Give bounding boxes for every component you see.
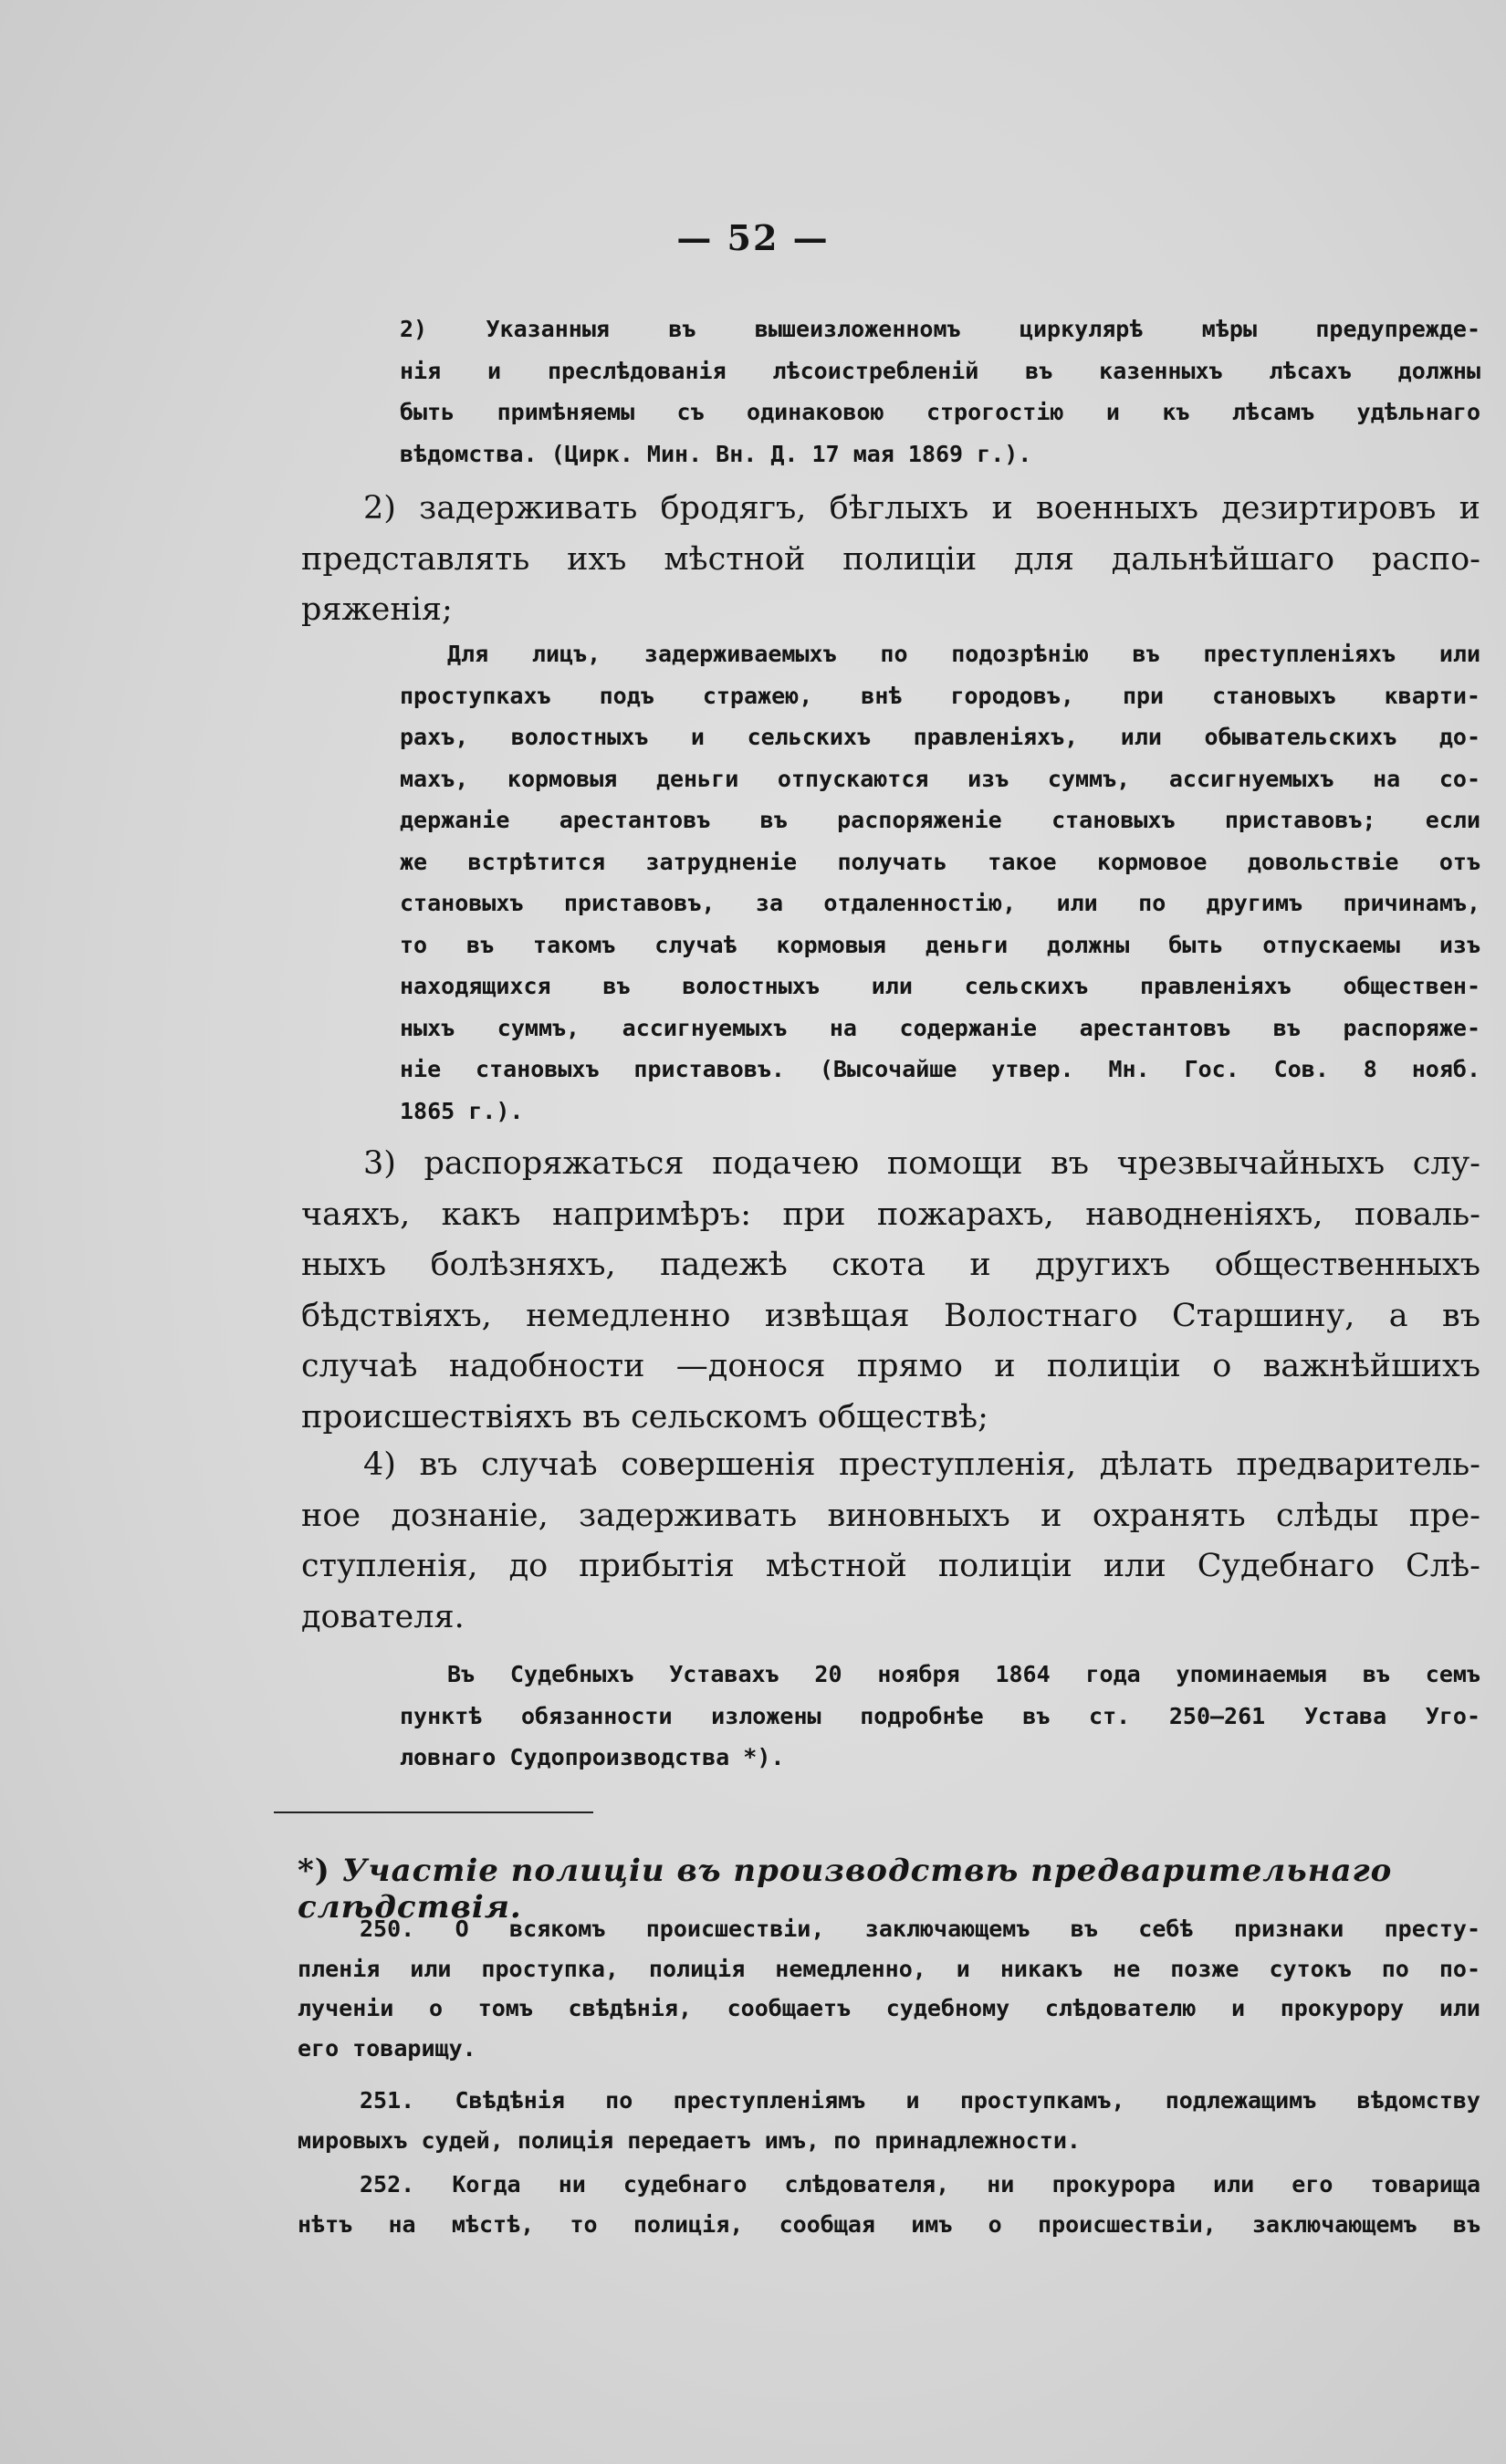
text-line: ніе становыхъ приставовъ. (Высочайше утвер. Мн. Гос. Сов. 8 нояб.	[400, 1056, 1480, 1082]
paragraph-4	[301, 1440, 1480, 1643]
text-line: 1865 г.).	[400, 1097, 524, 1124]
text-line: махъ, кормовыя деньги отпускаются изъ суммъ, ассигнуемыхъ на со-	[400, 765, 1480, 792]
text-line: происшествіяхъ въ сельскомъ обществѣ;	[301, 1398, 988, 1436]
text-line: быть примѣняемы съ одинаковою строгостію и къ лѣсамъ удѣльнаго	[400, 399, 1480, 425]
note-block-circular	[400, 308, 1480, 475]
footnote-title: Участіе полиціи въ производствѣ предварительнаго слѣдствія.	[298, 1853, 1393, 1926]
text-line: случаѣ надобности —доноcя прямо и полиціи о важнѣйшихъ	[301, 1348, 1480, 1384]
text-line: ловнаго Судопроизводства *).	[400, 1744, 785, 1770]
note-block-detainees	[400, 633, 1480, 1132]
text-line: же встрѣтится затрудненіе получать такое кормовое довольствіе отъ	[400, 848, 1480, 875]
page-number: — 52 —	[676, 217, 830, 258]
text-line: пленія или проступка, полиція немедленно, и никакъ не позже сутокъ по по-	[298, 1955, 1480, 1982]
text-line: ное дознаніе, задерживать виновныхъ и охранять слѣды пре-	[301, 1497, 1480, 1534]
paragraph-3	[301, 1139, 1480, 1443]
text-line: ступленія, до прибытія мѣстной полиціи или Судебнаго Слѣ-	[301, 1548, 1480, 1584]
text-line: пунктѣ обязанности изложены подробнѣе въ ст. 250—261 Устава Уго-	[400, 1702, 1480, 1729]
footnote-divider	[274, 1811, 593, 1813]
text-line: 252. Когда ни судебнаго слѣдователя, ни прокурора или его товарища	[360, 2171, 1480, 2198]
text-line: Въ Судебныхъ Уставахъ 20 ноября 1864 года упоминаемыя въ семъ	[447, 1661, 1480, 1687]
note-block-judicial-statutes	[400, 1654, 1480, 1779]
text-line: Для лицъ, задерживаемыхъ по подозрѣнію въ преступленіяхъ или	[447, 641, 1480, 667]
text-line: его товарищу.	[298, 2034, 476, 2062]
text-line: бѣдствіяхъ, немедленно извѣщая Волостнаго Старшину, а въ	[301, 1297, 1480, 1334]
text-line: вѣдомства. (Цирк. Мин. Вн. Д. 17 мая 1869 г.).	[400, 440, 1032, 467]
text-line: 2) задерживать бродягъ, бѣглыхъ и военныхъ дезиртировъ и	[363, 490, 1480, 527]
text-line: рахъ, волостныхъ и сельскихъ правленіяхъ, или обывательскихъ до-	[400, 724, 1480, 750]
footnote-article-252	[298, 2165, 1480, 2244]
text-line: нія и преслѣдованія лѣсоистребленій въ казенныхъ лѣсахъ должны	[400, 357, 1480, 384]
text-line: чаяхъ, какъ напримѣръ: при пожарахъ, наводненіяхъ, поваль-	[301, 1195, 1480, 1233]
text-line: представлять ихъ мѣстной полиціи для дальнѣйшаго распо-	[301, 540, 1480, 578]
text-line: ряженія;	[301, 591, 453, 628]
text-line: 4) въ случаѣ совершенія преступленія, дѣлать предваритель-	[363, 1446, 1480, 1483]
text-line: ныхъ суммъ, ассигнуемыхъ на содержаніе арестантовъ въ распоряже-	[400, 1014, 1480, 1041]
text-line: то въ такомъ случаѣ кормовыя деньги должны быть отпускаемы изъ	[400, 931, 1480, 958]
text-line: 2) Указанныя въ вышеизложенномъ циркулярѣ мѣры предупрежде-	[400, 316, 1480, 342]
text-line: нѣтъ на мѣстѣ, то полиція, сообщая имъ о происшествіи, заключающемъ въ	[298, 2210, 1480, 2238]
text-line: 251. Свѣдѣнія по преступленіямъ и проступкамъ, подлежащимъ вѣдомству	[360, 2087, 1480, 2114]
footnote-article-250	[298, 1909, 1480, 2068]
text-line: лученіи о томъ свѣдѣнія, сообщаетъ судебному слѣдователю и прокурору или	[298, 1995, 1480, 2021]
text-line: ныхъ болѣзняхъ, падежѣ скота и другихъ общественныхъ	[301, 1247, 1480, 1283]
text-line: находящихся въ волостныхъ или сельскихъ правленіяхъ обществен-	[400, 973, 1480, 999]
text-line: становыхъ приставовъ, за отдаленностію, или по другимъ причинамъ,	[400, 890, 1480, 916]
text-line: проступкахъ подъ стражею, внѣ городовъ, при становыхъ кварти-	[400, 682, 1480, 709]
text-line: держаніе арестантовъ въ распоряженіе становыхъ приставовъ; если	[400, 807, 1480, 833]
footnote-marker: *)	[298, 1853, 330, 1889]
footnote-article-251	[298, 2081, 1480, 2160]
text-line: дователя.	[301, 1598, 465, 1635]
text-line: 3) распоряжаться подачею помощи въ чрезвычайныхъ слу-	[363, 1145, 1480, 1182]
paragraph-2	[301, 484, 1480, 636]
text-line: мировыхъ судей, полиція передаетъ имъ, по принадлежности.	[298, 2126, 1081, 2154]
text-line: 250. О всякомъ происшествіи, заключающемъ въ себѣ признаки престу-	[360, 1916, 1480, 1942]
